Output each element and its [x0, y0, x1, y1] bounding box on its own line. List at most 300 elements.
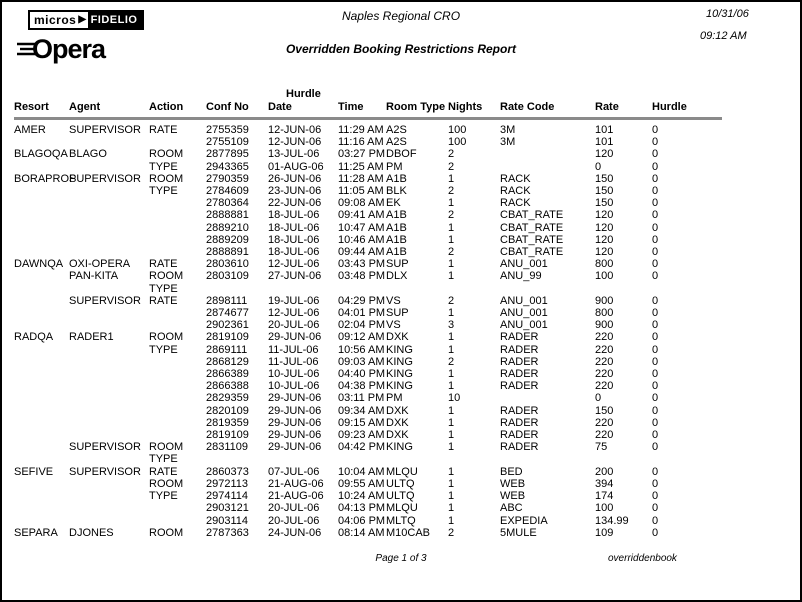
cell-rate: 800 — [595, 307, 614, 320]
col-header-room-type: Room Type — [386, 88, 448, 119]
cell-conf-no: 2820109 — [206, 404, 249, 417]
cell-conf-no: 2974114 — [206, 490, 249, 503]
cell-date: 18-JUL-06 — [268, 233, 320, 246]
cell-action — [149, 380, 206, 392]
cell-action — [149, 222, 206, 234]
cell-rate-code: RADER — [500, 441, 539, 454]
cell-nights: 1 — [448, 258, 455, 271]
cell-resort — [14, 453, 69, 465]
cell-agent: PAN-KITA — [69, 270, 119, 283]
col-header-time: Time — [338, 88, 386, 119]
cell-time: 11:28 AM — [338, 172, 384, 185]
cell-rate-code: ANU_001 — [500, 319, 548, 332]
cell-action: TYPE — [149, 453, 178, 466]
col-header-rate: Rate — [595, 88, 652, 119]
cell-agent: RADER1 — [69, 331, 114, 344]
cell-agent — [69, 368, 149, 380]
table-row — [14, 234, 722, 246]
cell-hurdle: 0 — [652, 331, 659, 344]
cell-resort: BORAPROP — [14, 172, 77, 185]
cell-time: 03:11 PM — [338, 392, 385, 405]
table-row — [14, 527, 722, 539]
cell-rate-code: RACK — [500, 197, 531, 210]
cell-hurdle: 0 — [652, 258, 659, 271]
table-row — [14, 222, 722, 234]
cell-resort — [14, 185, 69, 197]
cell-room-type: PM — [386, 160, 403, 173]
cell-agent — [69, 356, 149, 368]
cell-action — [149, 136, 206, 148]
hurdle-group-label: Hurdle — [286, 88, 321, 100]
cell-room-type: A1B — [386, 209, 407, 222]
cell-time: 04:01 PM — [338, 307, 386, 320]
cell-date: 01-AUG-06 — [268, 160, 324, 173]
table-row — [14, 307, 722, 319]
cell-rate-code — [500, 453, 595, 465]
cell-hurdle: 0 — [652, 270, 659, 283]
cell-rate: 100 — [595, 502, 614, 515]
cell-date — [268, 453, 338, 465]
cell-action — [149, 417, 206, 429]
cell-conf-no: 2869111 — [206, 343, 248, 356]
cell-nights: 1 — [448, 307, 455, 320]
report-table-body — [14, 119, 722, 539]
table-row — [14, 478, 722, 490]
cell-room-type: MLTQ — [386, 514, 416, 527]
cell-action: ROOM — [149, 270, 184, 283]
cell-agent — [69, 197, 149, 209]
cell-date: 29-JUN-06 — [268, 441, 322, 454]
cell-hurdle: 0 — [652, 502, 659, 515]
cell-hurdle: 0 — [652, 160, 659, 173]
cell-time: 04:13 PM — [338, 502, 386, 515]
cell-rate-code: ANU_001 — [500, 258, 548, 271]
cell-resort — [14, 307, 69, 319]
cell-conf-no: 2829359 — [206, 392, 249, 405]
cell-time: 09:15 AM — [338, 416, 385, 429]
cell-rate-code: EXPEDIA — [500, 514, 548, 527]
col-header-rate-code: Rate Code — [500, 88, 595, 119]
cell-nights: 1 — [448, 368, 455, 381]
cell-nights: 100 — [448, 136, 467, 149]
cell-action — [149, 429, 206, 441]
cell-time: 09:23 AM — [338, 429, 385, 442]
cell-time: 03:48 PM — [338, 270, 386, 283]
cell-rate: 900 — [595, 319, 614, 332]
cell-rate-code: CBAT_RATE — [500, 246, 564, 259]
cell-agent — [69, 246, 149, 258]
cell-nights: 2 — [448, 185, 455, 198]
cell-agent — [69, 234, 149, 246]
table-row — [14, 502, 722, 514]
cell-rate-code: RADER — [500, 416, 539, 429]
cell-conf-no: 2889210 — [206, 221, 249, 234]
table-row — [14, 344, 722, 356]
cell-rate: 101 — [595, 136, 614, 149]
cell-conf-no: 2902361 — [206, 319, 249, 332]
cell-agent: SUPERVISOR — [69, 465, 141, 478]
cell-resort — [14, 429, 69, 441]
cell-rate-code: 5MULE — [500, 526, 537, 539]
cell-time: 10:47 AM — [338, 221, 385, 234]
cell-date — [268, 283, 338, 295]
cell-conf-no: 2903121 — [206, 502, 249, 515]
cell-hurdle: 0 — [652, 209, 659, 222]
cell-resort: SEPARA — [14, 526, 58, 539]
cell-room-type: A1B — [386, 221, 407, 234]
cell-room-type: DXK — [386, 331, 409, 344]
table-row — [14, 441, 722, 453]
cell-resort — [14, 222, 69, 234]
cell-hurdle: 0 — [652, 355, 659, 368]
cell-action: RATE — [149, 465, 178, 478]
cell-rate: 900 — [595, 294, 614, 307]
cell-nights: 1 — [448, 502, 455, 515]
organization-name: Naples Regional CRO — [341, 9, 461, 23]
cell-resort — [14, 368, 69, 380]
cell-date: 18-JUL-06 — [268, 209, 320, 222]
cell-room-type: ULTQ — [386, 477, 415, 490]
cell-room-type: PM — [386, 392, 403, 405]
cell-rate-code — [500, 283, 595, 295]
col-header-nights: Nights — [448, 88, 500, 119]
cell-action — [149, 319, 206, 331]
cell-rate-code: CBAT_RATE — [500, 209, 564, 222]
cell-nights: 1 — [448, 429, 455, 442]
cell-hurdle: 0 — [652, 233, 659, 246]
cell-rate: 150 — [595, 197, 614, 210]
cell-action: TYPE — [149, 185, 178, 198]
cell-conf-no: 2943365 — [206, 160, 249, 173]
cell-conf-no: 2831109 — [206, 441, 249, 454]
cell-agent — [69, 185, 149, 197]
cell-rate: 120 — [595, 148, 614, 161]
cell-resort — [14, 478, 69, 490]
cell-rate — [595, 453, 652, 465]
cell-nights: 2 — [448, 526, 455, 539]
cell-conf-no: 2877895 — [206, 148, 249, 161]
report-file-name: overriddenbook — [608, 553, 677, 564]
cell-rate-code: 3M — [500, 136, 516, 149]
cell-room-type: DXK — [386, 416, 409, 429]
cell-action — [149, 356, 206, 368]
cell-action: RATE — [149, 124, 178, 136]
cell-rate: 120 — [595, 209, 614, 222]
cell-action — [149, 405, 206, 417]
cell-hurdle: 0 — [652, 294, 659, 307]
cell-resort — [14, 356, 69, 368]
cell-nights: 2 — [448, 148, 455, 161]
cell-time: 10:56 AM — [338, 343, 385, 356]
cell-conf-no: 2819359 — [206, 416, 249, 429]
cell-time: 11:16 AM — [338, 136, 384, 149]
cell-hurdle: 0 — [652, 343, 659, 356]
col-header-hurdle-date: Hurdle Date — [268, 88, 338, 119]
cell-rate-code: CBAT_RATE — [500, 221, 564, 234]
cell-date: 22-JUN-06 — [268, 197, 322, 210]
cell-time: 02:04 PM — [338, 319, 386, 332]
cell-action: RATE — [149, 294, 178, 307]
cell-rate: 75 — [595, 441, 608, 454]
cell-time: 09:12 AM — [338, 331, 385, 344]
cell-agent: OXI-OPERA — [69, 258, 131, 271]
cell-hurdle: 0 — [652, 221, 659, 234]
cell-rate-code: RADER — [500, 343, 539, 356]
table-row — [14, 197, 722, 209]
logo-block — [28, 10, 144, 62]
cell-action: ROOM — [149, 441, 184, 454]
cell-action: ROOM — [149, 172, 184, 185]
cell-room-type: A1B — [386, 233, 407, 246]
cell-date: 12-JUN-06 — [268, 124, 322, 136]
cell-room-type: BLK — [386, 185, 407, 198]
cell-resort — [14, 380, 69, 392]
cell-resort: SEFIVE — [14, 465, 54, 478]
cell-conf-no: 2898111 — [206, 294, 248, 307]
cell-conf-no: 2874677 — [206, 307, 249, 320]
cell-rate-code — [500, 392, 595, 404]
cell-hurdle: 0 — [652, 404, 659, 417]
cell-action: ROOM — [149, 526, 184, 539]
cell-date: 10-JUL-06 — [268, 368, 320, 381]
opera-logo — [16, 36, 144, 62]
cell-rate: 0 — [595, 392, 602, 405]
cell-conf-no — [206, 283, 268, 295]
cell-room-type: SUP — [386, 258, 409, 271]
cell-room-type: DBOF — [386, 148, 417, 161]
cell-conf-no: 2755359 — [206, 124, 249, 136]
table-row — [14, 270, 722, 282]
cell-nights: 1 — [448, 233, 455, 246]
table-row — [14, 185, 722, 197]
cell-rate-code: WEB — [500, 490, 526, 503]
cell-date: 13-JUL-06 — [268, 148, 320, 161]
cell-date: 23-JUN-06 — [268, 185, 322, 198]
cell-hurdle: 0 — [652, 441, 659, 454]
cell-room-type: SUP — [386, 307, 409, 320]
cell-action: ROOM — [149, 148, 184, 161]
cell-resort — [14, 246, 69, 258]
cell-nights: 1 — [448, 441, 455, 454]
cell-hurdle: 0 — [652, 136, 659, 149]
micros-logo-text: micros — [30, 12, 77, 28]
cell-rate-code: RADER — [500, 355, 539, 368]
table-row — [14, 209, 722, 221]
cell-rate: 174 — [595, 490, 614, 503]
col-header-hurdle: Hurdle — [652, 88, 722, 119]
cell-time: 11:05 AM — [338, 185, 384, 198]
cell-nights — [448, 453, 500, 465]
cell-conf-no: 2866389 — [206, 368, 249, 381]
cell-agent — [69, 502, 149, 514]
cell-rate: 220 — [595, 368, 614, 381]
col-header-agent: Agent — [69, 88, 149, 119]
cell-rate: 220 — [595, 380, 614, 393]
cell-date: 20-JUL-06 — [268, 514, 320, 527]
cell-date: 12-JUN-06 — [268, 136, 322, 149]
cell-rate-code: WEB — [500, 477, 526, 490]
cell-rate-code — [500, 148, 595, 160]
cell-time: 04:42 PM — [338, 441, 386, 454]
cell-rate-code: ANU_99 — [500, 270, 542, 283]
table-row — [14, 136, 722, 148]
cell-rate: 150 — [595, 185, 614, 198]
cell-rate-code: BED — [500, 465, 523, 478]
cell-agent — [69, 209, 149, 221]
table-row — [14, 466, 722, 478]
cell-agent — [69, 405, 149, 417]
cell-time: 04:06 PM — [338, 514, 386, 527]
cell-time — [338, 283, 386, 295]
cell-hurdle: 0 — [652, 197, 659, 210]
col-header-conf-no: Conf No — [206, 88, 268, 119]
cell-date: 26-JUN-06 — [268, 172, 322, 185]
table-row — [14, 380, 722, 392]
cell-room-type: DXK — [386, 429, 409, 442]
table-row — [14, 417, 722, 429]
cell-hurdle: 0 — [652, 148, 659, 161]
cell-nights: 1 — [448, 490, 455, 503]
cell-rate-code: RADER — [500, 368, 539, 381]
cell-hurdle: 0 — [652, 319, 659, 332]
cell-agent: SUPERVISOR — [69, 172, 141, 185]
cell-resort — [14, 319, 69, 331]
cell-time: 09:03 AM — [338, 355, 385, 368]
cell-time: 08:14 AM — [338, 526, 385, 539]
cell-rate-code: ABC — [500, 502, 523, 515]
cell-room-type: EK — [386, 197, 401, 210]
cell-action — [149, 246, 206, 258]
table-row — [14, 295, 722, 307]
cell-hurdle: 0 — [652, 380, 659, 393]
cell-conf-no: 2903114 — [206, 514, 249, 527]
cell-conf-no: 2860373 — [206, 465, 249, 478]
table-row — [14, 356, 722, 368]
cell-date: 29-JUN-06 — [268, 392, 322, 405]
arrow-right-icon: ▶ — [77, 12, 87, 28]
cell-rate: 800 — [595, 258, 614, 271]
cell-conf-no: 2888891 — [206, 246, 249, 259]
cell-date: 20-JUL-06 — [268, 502, 320, 515]
cell-rate-code: RACK — [500, 185, 531, 198]
cell-rate: 220 — [595, 343, 614, 356]
cell-date: 29-JUN-06 — [268, 429, 322, 442]
cell-resort: AMER — [14, 124, 46, 136]
cell-hurdle: 0 — [652, 124, 659, 136]
cell-action — [149, 307, 206, 319]
cell-agent — [69, 161, 149, 173]
cell-rate — [595, 283, 652, 295]
cell-nights: 1 — [448, 270, 455, 283]
cell-time: 09:44 AM — [338, 246, 385, 259]
cell-date: 27-JUN-06 — [268, 270, 322, 283]
cell-hurdle — [652, 283, 722, 295]
cell-nights: 2 — [448, 160, 455, 173]
cell-conf-no: 2784609 — [206, 185, 249, 198]
table-row — [14, 319, 722, 331]
cell-rate: 120 — [595, 246, 614, 259]
cell-time: 03:43 PM — [338, 258, 386, 271]
table-row — [14, 258, 722, 270]
cell-hurdle: 0 — [652, 490, 659, 503]
table-row — [14, 392, 722, 404]
cell-date: 11-JUL-06 — [268, 343, 319, 356]
report-title: Overridden Booking Restrictions Report — [285, 42, 517, 56]
cell-nights: 1 — [448, 172, 455, 185]
cell-action — [149, 515, 206, 527]
table-row — [14, 453, 722, 465]
cell-resort — [14, 234, 69, 246]
cell-room-type: A2S — [386, 124, 407, 136]
cell-date: 10-JUL-06 — [268, 380, 320, 393]
cell-nights: 2 — [448, 355, 455, 368]
cell-agent — [69, 490, 149, 502]
cell-nights: 2 — [448, 294, 455, 307]
cell-conf-no: 2787363 — [206, 526, 249, 539]
cell-room-type — [386, 283, 448, 295]
cell-rate-code: ANU_001 — [500, 294, 548, 307]
cell-date: 20-JUL-06 — [268, 319, 320, 332]
cell-rate: 101 — [595, 124, 614, 136]
cell-hurdle: 0 — [652, 307, 659, 320]
cell-action: TYPE — [149, 343, 178, 356]
cell-agent — [69, 429, 149, 441]
cell-rate-code: RADER — [500, 331, 539, 344]
cell-nights: 10 — [448, 392, 461, 405]
cell-conf-no: 2819109 — [206, 429, 249, 442]
cell-room-type: A1B — [386, 172, 407, 185]
cell-action: RATE — [149, 258, 178, 271]
cell-date: 21-AUG-06 — [268, 477, 324, 490]
cell-agent — [69, 453, 149, 465]
cell-agent — [69, 319, 149, 331]
table-row — [14, 515, 722, 527]
cell-action: TYPE — [149, 490, 178, 503]
table-row — [14, 283, 722, 295]
cell-room-type: VS — [386, 319, 401, 332]
cell-rate: 150 — [595, 404, 614, 417]
cell-room-type: MLQU — [386, 465, 418, 478]
cell-rate: 134.99 — [595, 514, 629, 527]
cell-agent — [69, 283, 149, 295]
cell-rate: 220 — [595, 429, 614, 442]
cell-action — [149, 209, 206, 221]
cell-hurdle: 0 — [652, 465, 659, 478]
cell-action — [149, 197, 206, 209]
cell-resort — [14, 295, 69, 307]
cell-conf-no: 2868129 — [206, 355, 249, 368]
cell-time: 11:29 AM — [338, 124, 384, 136]
cell-date: 18-JUL-06 — [268, 246, 320, 259]
cell-room-type: KING — [386, 343, 413, 356]
cell-resort — [14, 392, 69, 404]
cell-rate: 150 — [595, 172, 614, 185]
cell-nights: 1 — [448, 465, 455, 478]
cell-action: TYPE — [149, 160, 178, 173]
cell-rate: 220 — [595, 355, 614, 368]
cell-hurdle: 0 — [652, 246, 659, 259]
cell-agent: SUPERVISOR — [69, 124, 141, 136]
cell-agent — [69, 222, 149, 234]
cell-date: 29-JUN-06 — [268, 404, 322, 417]
cell-action — [149, 392, 206, 404]
cell-date: 12-JUL-06 — [268, 307, 320, 320]
cell-resort — [14, 283, 69, 295]
cell-rate: 220 — [595, 416, 614, 429]
micros-fidelio-logo — [28, 10, 144, 30]
cell-conf-no: 2819109 — [206, 331, 249, 344]
table-row — [14, 405, 722, 417]
